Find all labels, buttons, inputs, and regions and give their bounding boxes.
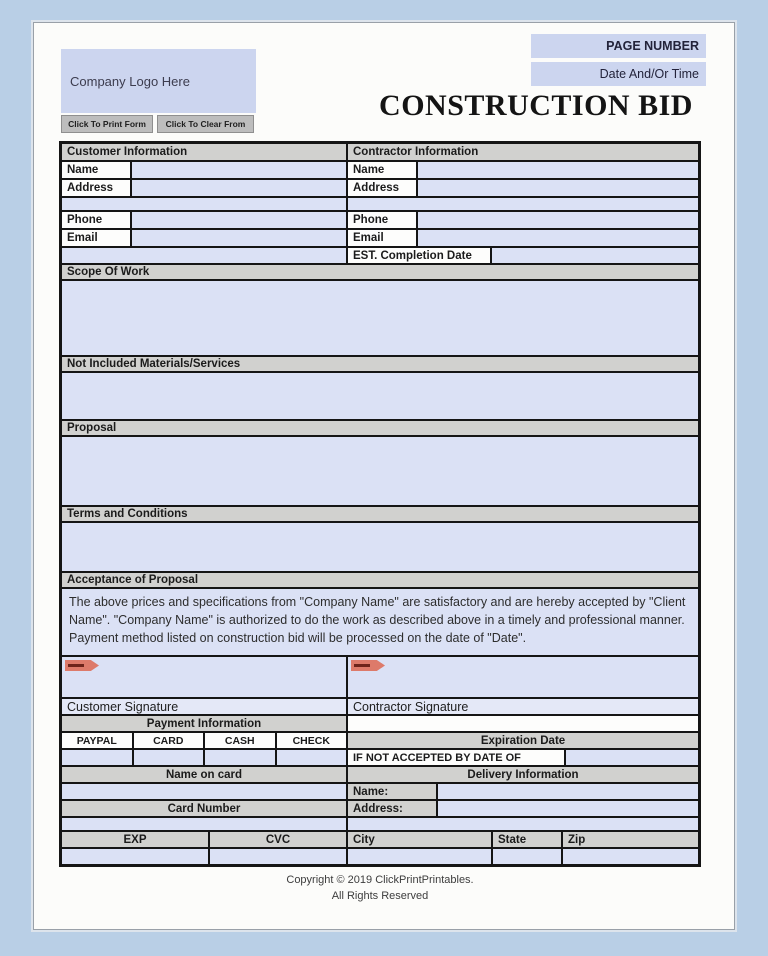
customer-email-input[interactable] bbox=[132, 230, 346, 246]
est-completion-row bbox=[62, 248, 698, 263]
customer-signature-label: Customer Signature bbox=[62, 699, 346, 714]
contractor-name-input[interactable] bbox=[418, 162, 698, 178]
delivery-address-input[interactable] bbox=[438, 801, 698, 816]
sign-here-flag-icon bbox=[351, 660, 385, 671]
delivery-section-header: Delivery Information bbox=[348, 767, 698, 782]
customer-phone-input[interactable] bbox=[132, 212, 346, 228]
card-number-input-row bbox=[62, 818, 698, 830]
contractor-email-label: Email bbox=[348, 230, 416, 246]
est-completion-label: EST. Completion Date bbox=[348, 248, 490, 263]
copyright-line2: All Rights Reserved bbox=[331, 889, 429, 902]
est-completion-input[interactable] bbox=[492, 248, 698, 263]
card-checkbox[interactable] bbox=[134, 750, 204, 765]
expiration-date-input[interactable] bbox=[566, 750, 698, 765]
copyright-line1: Copyright © 2019 ClickPrintPrintables. bbox=[286, 874, 474, 886]
card-label: CARD bbox=[134, 733, 204, 748]
terms-body-row bbox=[62, 523, 698, 571]
customer-section-header: Customer Information bbox=[62, 144, 346, 160]
exp-label: EXP bbox=[62, 832, 208, 847]
name-on-card-label: Name on card bbox=[62, 767, 346, 782]
proposal-section-header: Proposal bbox=[62, 421, 698, 435]
scope-header-row bbox=[62, 265, 698, 279]
not-included-body-row bbox=[62, 373, 698, 419]
sign-here-flag-icon bbox=[65, 660, 99, 671]
customer-name-input[interactable] bbox=[132, 162, 346, 178]
customer-name-label: Name bbox=[62, 162, 130, 178]
scope-textarea[interactable] bbox=[62, 281, 698, 355]
paypal-label: PAYPAL bbox=[62, 733, 132, 748]
payment-header-row bbox=[62, 716, 698, 731]
bid-form-table bbox=[59, 141, 701, 867]
date-time-label: Date And/Or Time bbox=[599, 67, 699, 81]
clear-form-button[interactable]: Click To Clear From bbox=[157, 115, 254, 133]
city-label: City bbox=[348, 832, 491, 847]
name-row bbox=[62, 162, 698, 178]
exp-input[interactable] bbox=[62, 849, 208, 864]
payment-checkbox-row bbox=[62, 750, 698, 765]
state-label: State bbox=[493, 832, 561, 847]
not-included-section-header: Not Included Materials/Services bbox=[62, 357, 698, 371]
terms-section-header: Terms and Conditions bbox=[62, 507, 698, 521]
payment-methods-labels bbox=[62, 733, 346, 748]
proposal-header-row bbox=[62, 421, 698, 435]
company-logo-text: Company Logo Here bbox=[70, 73, 190, 89]
contractor-address-input[interactable] bbox=[418, 180, 698, 196]
email-row bbox=[62, 230, 698, 246]
contractor-signature-label: Contractor Signature bbox=[348, 699, 698, 714]
card-name-row bbox=[62, 784, 698, 799]
contractor-name-label: Name bbox=[348, 162, 416, 178]
card-number-row bbox=[62, 801, 698, 816]
zip-label: Zip bbox=[563, 832, 698, 847]
contractor-phone-input[interactable] bbox=[418, 212, 698, 228]
not-included-header-row bbox=[62, 357, 698, 371]
page-title: CONSTRUCTION BID bbox=[379, 89, 693, 122]
date-time-field[interactable] bbox=[531, 62, 706, 86]
signature-label-row bbox=[62, 699, 698, 714]
check-checkbox[interactable] bbox=[277, 750, 347, 765]
cvc-input[interactable] bbox=[210, 849, 346, 864]
address-row bbox=[62, 180, 698, 196]
form-page bbox=[33, 22, 735, 930]
contractor-email-input[interactable] bbox=[418, 230, 698, 246]
info-header-row bbox=[62, 144, 698, 160]
expiration-section-header: Expiration Date bbox=[348, 733, 698, 748]
contractor-signature-box[interactable] bbox=[348, 657, 698, 697]
name-on-card-input[interactable] bbox=[62, 784, 346, 799]
flag-text-mark bbox=[68, 664, 84, 667]
city-input[interactable] bbox=[348, 849, 491, 864]
proposal-textarea[interactable] bbox=[62, 437, 698, 505]
copyright-footer bbox=[59, 873, 701, 905]
delivery-name-input[interactable] bbox=[438, 784, 698, 799]
customer-extra-input[interactable] bbox=[62, 248, 346, 263]
delivery-address-label: Address: bbox=[348, 801, 436, 816]
page-number-field[interactable] bbox=[531, 34, 706, 58]
phone-row bbox=[62, 212, 698, 228]
terms-header-row bbox=[62, 507, 698, 521]
print-form-button[interactable]: Click To Print Form bbox=[61, 115, 153, 133]
card-number-label: Card Number bbox=[62, 801, 346, 816]
acceptance-section-header: Acceptance of Proposal bbox=[62, 573, 698, 587]
state-input[interactable] bbox=[493, 849, 561, 864]
customer-phone-label: Phone bbox=[62, 212, 130, 228]
not-included-textarea[interactable] bbox=[62, 373, 698, 419]
scope-body-row bbox=[62, 281, 698, 355]
payment-section-header: Payment Information bbox=[62, 716, 346, 731]
delivery-name-label: Name: bbox=[348, 784, 436, 799]
scope-section-header: Scope Of Work bbox=[62, 265, 698, 279]
company-logo-placeholder[interactable] bbox=[61, 49, 256, 113]
address2-row bbox=[62, 198, 698, 210]
customer-address-label: Address bbox=[62, 180, 130, 196]
page-number-label: PAGE NUMBER bbox=[606, 39, 699, 53]
card-number-input[interactable] bbox=[62, 818, 346, 830]
customer-email-label: Email bbox=[62, 230, 130, 246]
contractor-address2-input[interactable] bbox=[348, 198, 698, 210]
contractor-phone-label: Phone bbox=[348, 212, 416, 228]
flag-text-mark bbox=[354, 664, 370, 667]
zip-input[interactable] bbox=[563, 849, 698, 864]
if-not-accepted-label: IF NOT ACCEPTED BY DATE OF bbox=[348, 750, 564, 765]
customer-signature-box[interactable] bbox=[62, 657, 346, 697]
acceptance-body-row bbox=[62, 589, 698, 655]
payment-methods-row bbox=[62, 733, 698, 748]
acceptance-text: The above prices and specifications from "Company Name" are satisfactory and are hereby accepted by "Client Name". "Company Name" is authorized to do the work as described above in a timely and professional manner. Payment method listed on construction bid will be processed on the date of "Date". bbox=[62, 589, 698, 655]
exp-cvc-city-header-row bbox=[62, 832, 698, 847]
blank-spacer-cell bbox=[348, 716, 698, 731]
signature-row bbox=[62, 657, 698, 697]
contractor-section-header: Contractor Information bbox=[348, 144, 698, 160]
contractor-address-label: Address bbox=[348, 180, 416, 196]
paypal-checkbox[interactable] bbox=[62, 750, 132, 765]
cash-checkbox[interactable] bbox=[205, 750, 275, 765]
acceptance-header-row bbox=[62, 573, 698, 587]
proposal-body-row bbox=[62, 437, 698, 505]
customer-address-input[interactable] bbox=[132, 180, 346, 196]
terms-textarea[interactable] bbox=[62, 523, 698, 571]
customer-address2-input[interactable] bbox=[62, 198, 346, 210]
check-label: CHECK bbox=[277, 733, 347, 748]
exp-cvc-city-input-row bbox=[62, 849, 698, 864]
cash-label: CASH bbox=[205, 733, 275, 748]
name-on-card-header-row bbox=[62, 767, 698, 782]
cvc-label: CVC bbox=[210, 832, 346, 847]
delivery-address2-input[interactable] bbox=[348, 818, 698, 830]
